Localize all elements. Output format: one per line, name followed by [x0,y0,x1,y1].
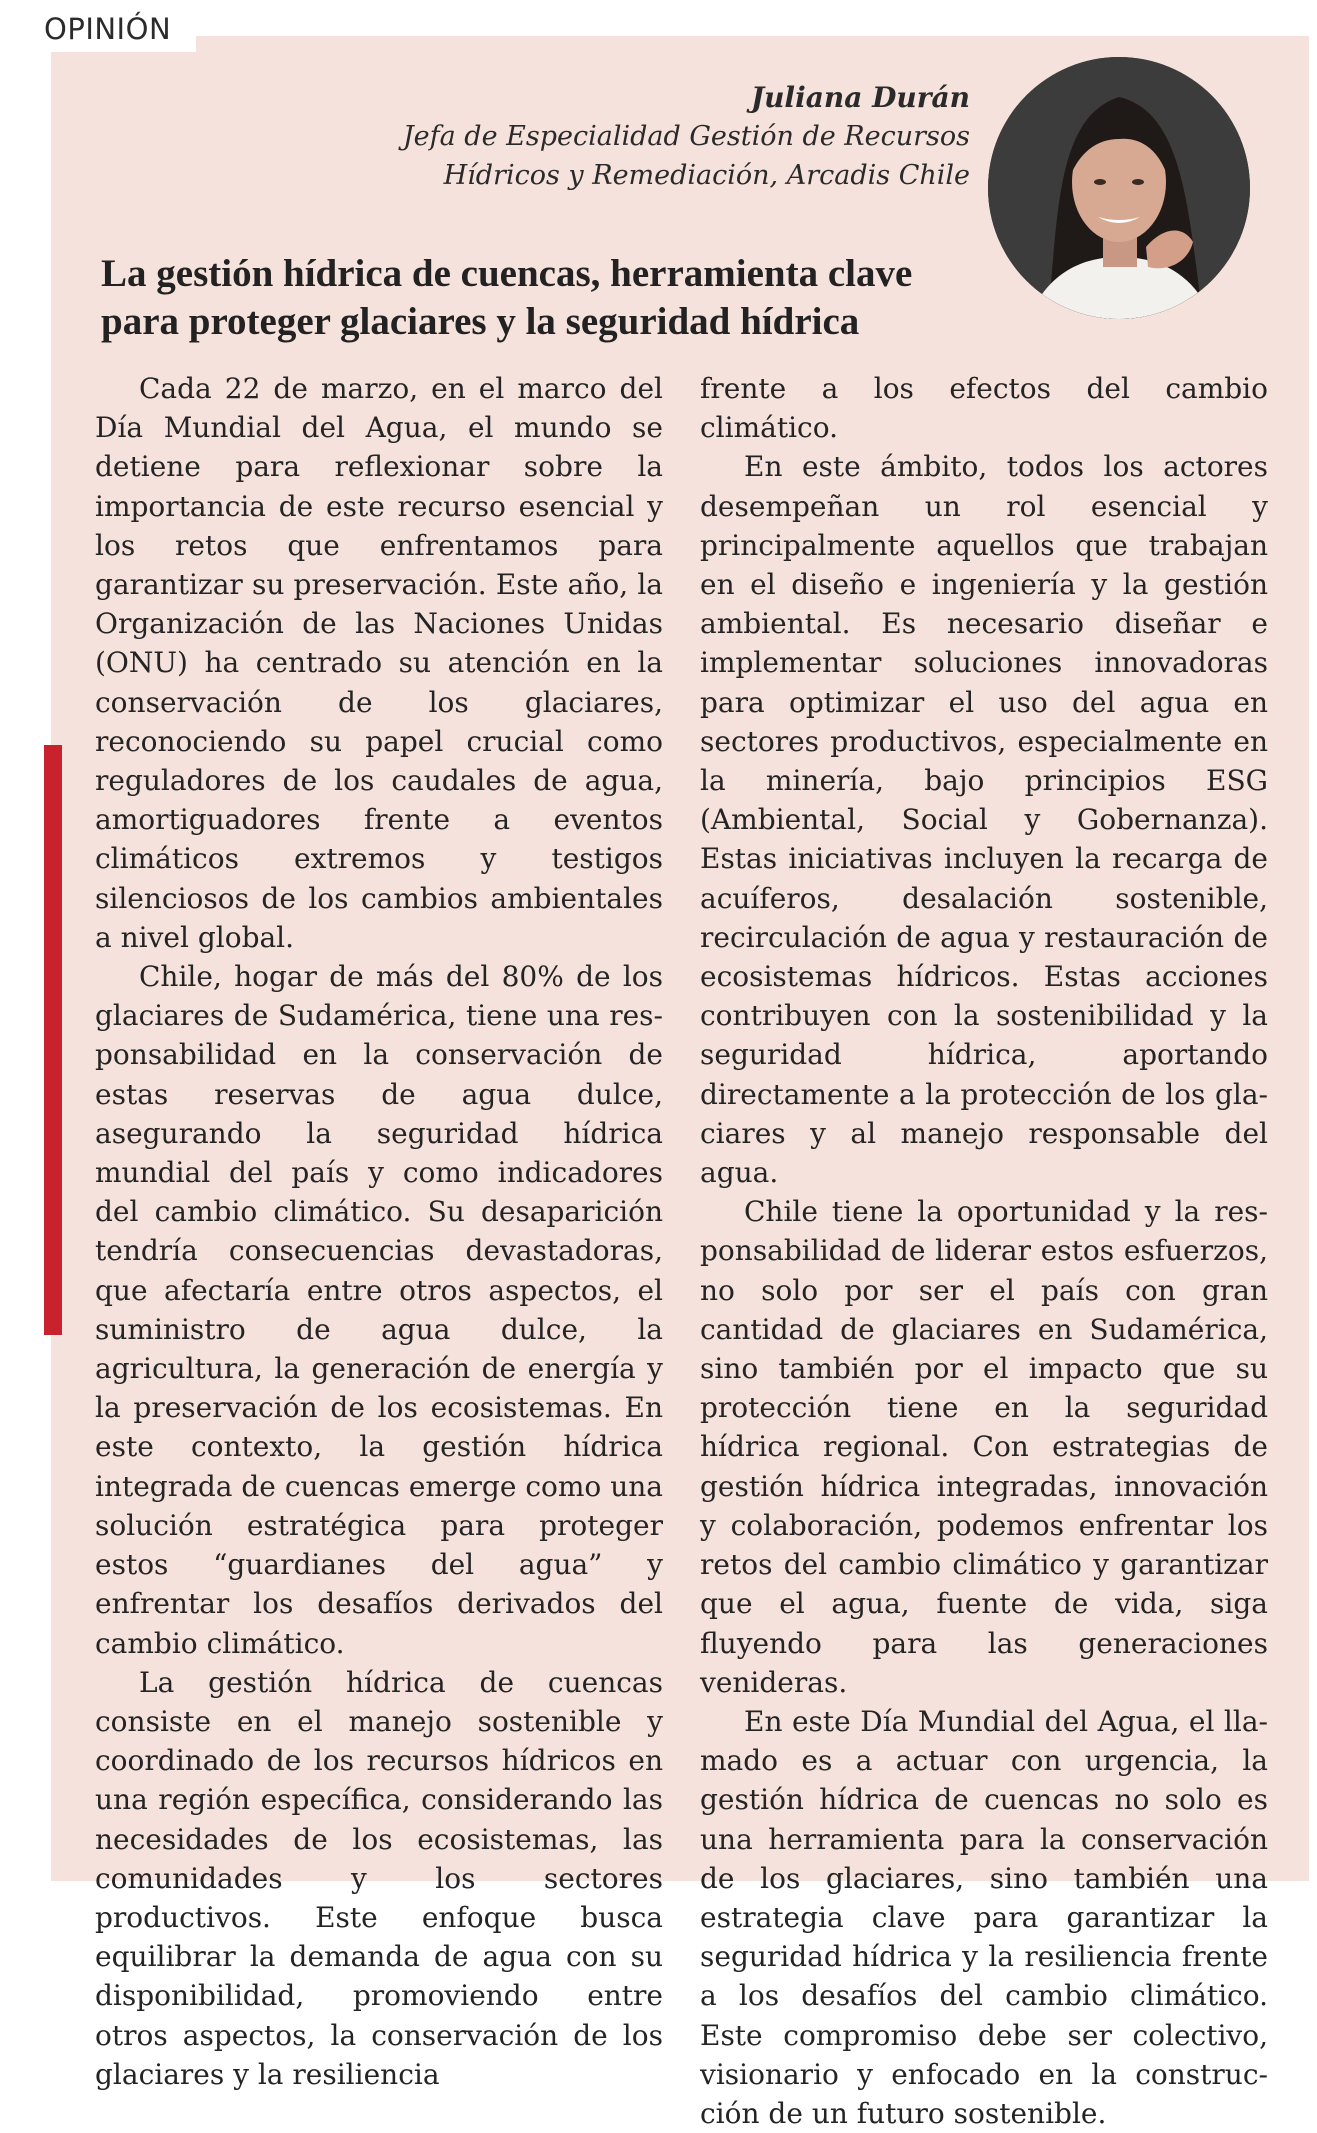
author-block [403,78,970,195]
author-role-line-2: Hídricos y Remediación, Arcadis Chile [443,160,970,191]
author-portrait [988,57,1250,319]
body-paragraph: Chile tiene la oportunidad y la responsabilidad de liderar estos esfuerzos, no solo por ser el país con gran cantidad de glaciares en Sudamérica, sino también por el impacto que su protección tiene en la seguridad hídrica regional. Con estrategias de gestión hídrica integradas, innovación y colaboración, podemos enfrentar los retos del cambio climático y garantizar que el agua, fuente de vida, siga fluyendo para las generaciones venideras. [700,1195,1268,1699]
body-paragraph: Cada 22 de marzo, en el marco del Día Mundial del Agua, el mundo se detiene para reflexionar sobre la importancia de este recurso esencial y los retos que enfrentamos para garantizar su preservación. Este año, la Organización de las Naciones Unidas (ONU) ha centrado su atención en la conservación de los glaciares, reconociendo su papel crucial como reguladores de los caudales de agua, amortiguadores frente a eventos climáticos extremos y testigos silenciosos de los cambios ambientales a nivel global. [95,372,663,954]
author-role-line-1: Jefa de Especialidad Gestión de Recursos [402,121,970,152]
author-name: Juliana Durán [750,81,970,114]
body-paragraph: En este Día Mundial del Agua, el llamado es a actuar con urgencia, la gestión hídrica de cuencas no solo es una herramienta para la conservación de los glaciares, sino también una estrategia clave para garantizar la seguridad hídrica y la resiliencia frente a los desafíos del cambio climático. Este compromiso debe ser colectivo, visionario y enfocado en la construcción de un futuro sostenible. [700,1704,1268,2130]
body-paragraph: Chile, hogar de más del 80% de los glaciares de Sudamérica, tiene una responsabilidad en la conservación de estas reservas de agua dulce, asegurando la seguridad hídrica mundial del país y como indicadores del cambio climático. Su desaparición tendría consecuencias devastadoras, que afectaría entre otros aspectos, el suministro de agua dulce, la agricultura, la generación de energía y la preservación de los ecosistemas. En este contexto, la gestión hídrica integrada de cuencas emerge como una solución estratégica para proteger estos “guardianes del agua” y enfrentar los desafíos derivados del cambio climático. [95,960,663,1660]
article-column-right [700,369,1268,2133]
accent-bar [44,745,62,1335]
body-paragraph-continued: frente a los efectos del cambio climático. [700,372,1268,445]
article-headline: La gestión hídrica de cuencas, herramienta clave para proteger glaciares y la seguridad hídrica [101,252,913,343]
section-label: OPINIÓN [0,0,196,52]
article-column-left [95,369,663,2094]
author-portrait-illustration [988,57,1250,319]
body-paragraph: En este ámbito, todos los actores desempeñan un rol esencial y principalmente aquellos que trabajan en el diseño e ingeniería y la gestión ambiental. Es necesario diseñar e implementar soluciones innovadoras para optimizar el uso del agua en sectores productivos, especialmente en la minería, bajo principios ESG (Ambiental, Social y Gobernanza). Estas iniciativas incluyen la recarga de acuíferos, desalación sostenible, recirculación de agua y restauración de ecosistemas hídricos. Estas acciones contribuyen con la sostenibilidad y la seguridad hídrica, aportando directamente a la protección de los glaciares y al manejo responsable del agua. [700,450,1268,1190]
body-paragraph: La gestión hídrica de cuencas consiste en el manejo sostenible y coordinado de los recursos hídricos en una región específica, considerando las necesidades de los ecosistemas, las comunidades y los sectores productivos. Este enfoque busca equilibrar la demanda de agua con su disponibilidad, promoviendo entre otros aspectos, la conservación de los glaciares y la resiliencia [95,1665,663,2091]
